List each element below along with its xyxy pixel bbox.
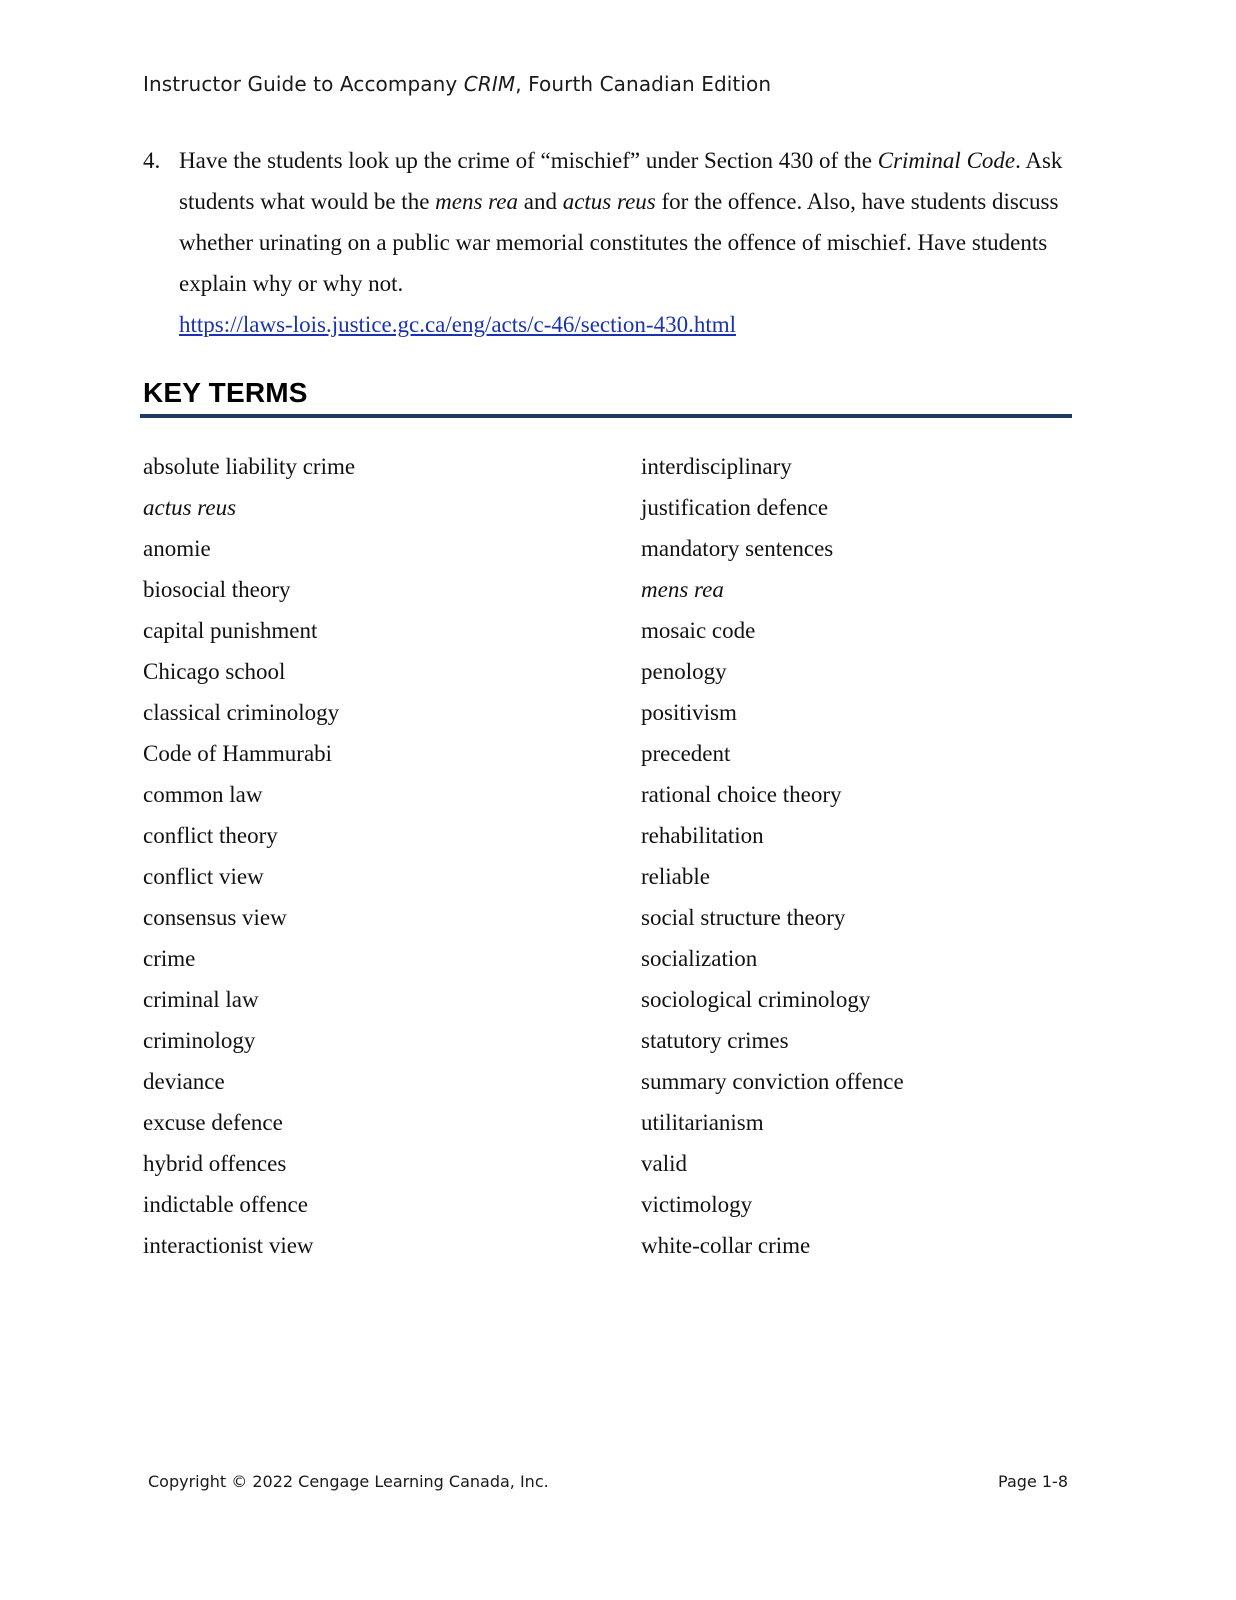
key-term: conflict theory bbox=[143, 823, 278, 848]
key-term: deviance bbox=[143, 1069, 225, 1094]
key-term: Chicago school bbox=[143, 659, 286, 684]
page-number: Page 1-8 bbox=[998, 1472, 1068, 1491]
key-term: common law bbox=[143, 782, 263, 807]
key-term: socialization bbox=[641, 946, 758, 971]
key-term: sociological criminology bbox=[641, 987, 871, 1012]
key-terms-left-column bbox=[143, 446, 355, 1266]
key-term: rehabilitation bbox=[641, 823, 764, 848]
key-term: hybrid offences bbox=[143, 1151, 287, 1176]
key-term: crime bbox=[143, 946, 196, 971]
key-term: reliable bbox=[641, 864, 710, 889]
key-term: interactionist view bbox=[143, 1233, 314, 1258]
activity-text-part: for the offence. Also, have students discuss whether urinating on a public war memorial constitutes the offence of mischief. Have students explain why or why not. bbox=[179, 189, 1059, 296]
key-term: classical criminology bbox=[143, 700, 340, 725]
key-term: summary conviction offence bbox=[641, 1069, 904, 1094]
key-term: rational choice theory bbox=[641, 782, 842, 807]
key-term: biosocial theory bbox=[143, 577, 291, 602]
activity-text-part: Have the students look up the crime of “mischief” under Section 430 of the bbox=[179, 148, 878, 173]
key-term: interdisciplinary bbox=[641, 454, 792, 479]
key-terms-right-column bbox=[641, 446, 904, 1266]
key-term: mosaic code bbox=[641, 618, 756, 643]
key-term: statutory crimes bbox=[641, 1028, 789, 1053]
key-term: conflict view bbox=[143, 864, 264, 889]
page-header bbox=[143, 72, 771, 96]
key-term: valid bbox=[641, 1151, 687, 1176]
key-term: social structure theory bbox=[641, 905, 846, 930]
activity-text-part: . Ask students what would be the bbox=[179, 148, 1063, 214]
key-term: consensus view bbox=[143, 905, 287, 930]
copyright-notice: Copyright © 2022 Cengage Learning Canada, Inc. bbox=[148, 1472, 549, 1491]
header-prefix: Instructor Guide to Accompany bbox=[143, 72, 464, 96]
heading-rule bbox=[140, 414, 1072, 418]
activity-text bbox=[179, 140, 1079, 345]
key-term: excuse defence bbox=[143, 1110, 283, 1135]
section-430-link[interactable]: https://laws-lois.justice.gc.ca/eng/acts/c-46/section-430.html bbox=[179, 312, 736, 337]
mens-rea-term: mens rea bbox=[435, 189, 518, 214]
header-book-title: CRIM bbox=[463, 72, 516, 96]
criminal-code-title: Criminal Code bbox=[877, 148, 1016, 173]
key-term: victimology bbox=[641, 1192, 753, 1217]
header-suffix: , Fourth Canadian Edition bbox=[515, 72, 772, 96]
key-term: positivism bbox=[641, 700, 737, 725]
key-term: Code of Hammurabi bbox=[143, 741, 333, 766]
actus-reus-term: actus reus bbox=[562, 189, 656, 214]
key-term: capital punishment bbox=[143, 618, 318, 643]
key-term: actus reus bbox=[143, 495, 237, 520]
key-term: justification defence bbox=[641, 495, 829, 520]
key-term: criminal law bbox=[143, 987, 259, 1012]
key-term: criminology bbox=[143, 1028, 256, 1053]
key-term: mandatory sentences bbox=[641, 536, 834, 561]
key-term: anomie bbox=[143, 536, 211, 561]
key-term: absolute liability crime bbox=[143, 454, 356, 479]
key-term: mens rea bbox=[641, 577, 724, 602]
key-term: white-collar crime bbox=[641, 1233, 811, 1258]
key-term: penology bbox=[641, 659, 727, 684]
key-term: precedent bbox=[641, 741, 731, 766]
activity-number: 4. bbox=[143, 148, 161, 173]
activity-text-part: and bbox=[517, 189, 563, 214]
key-term: indictable offence bbox=[143, 1192, 308, 1217]
key-terms-heading: KEY TERMS bbox=[143, 377, 308, 408]
key-term: utilitarianism bbox=[641, 1110, 764, 1135]
